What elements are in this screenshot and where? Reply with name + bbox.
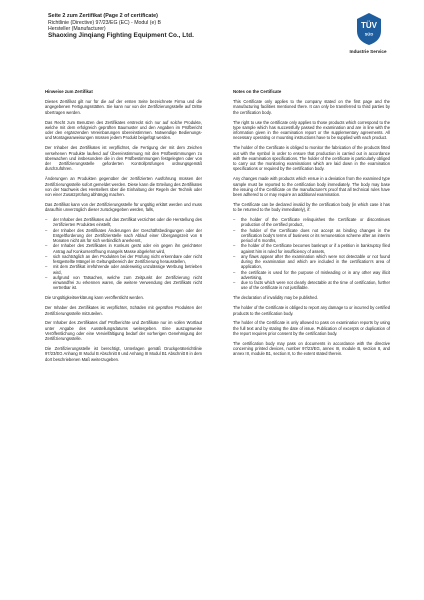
industrie-service-label: Industrie Service (349, 49, 387, 54)
paragraph: Änderungen an Produkten gegenüber der zertifizierten Ausführung müssen der Zertifizierungsstelle sofort gemeldet werden. Diese kann die Erteilung des Zertifikates von der Nachweis des Herstellers über die Einhaltung der Regeln der Technik oder von einer Zusatzprüfung abhängig machen. (45, 176, 202, 198)
list-item: – der Inhaber des Zertifikates auf das Zertifikat verzichtet oder die Herstellung des zertifizierten Produktes einstellt, (45, 217, 202, 228)
paragraph: Dieses Zertifikat gilt nur für die auf der ersten Seite bezeichnete Firma und die angegebenen Fertigungsstätten. Sie kann nur von der Zertifizierungsstelle auf Dritte übertragen werden. (45, 99, 202, 115)
list-item: – aufgrund von Tatsachen, welche zum Zeitpunkt der Zertifizierung nicht einwandfrei zu erkennen waren, die weitere Verwendung des Zertifikats nicht vertretbar ist. (45, 275, 202, 291)
paragraph: Die Ungültigkeitserklärung kann veröffentlicht werden. (45, 295, 144, 301)
list-item: – der Inhaber des Zertifikates in Konkurs gerät oder ein gegen ihn gerichteter Antrag auf Konkurseröffnung mangels Masse abgelehnt wird, (45, 243, 202, 254)
notes-german (45, 89, 202, 367)
list-item: – the holder of the Certificate relinquishes the Certificate or discontinues production of the certified product, (233, 217, 390, 228)
paragraph: The holder of the Certificate is only allowed to pass on examination reports by using the full text and by stating the date of issue. Publication of excerpts or duplication of the report requires prior consent by the certification body. (233, 320, 390, 336)
notes-english (233, 89, 390, 361)
invalidity-conditions-list (233, 217, 390, 291)
list-item: – der Inhaber des Zertifikates Änderungen der Geschäftsbedingungen oder der Entgeltforderung der Zertifizierstelle nach Ablauf einer Übergangszeit von 6 Monaten nicht als für sich verbindlich anerkennt, (45, 228, 202, 244)
manufacturer-label: Hersteller (Manufacturer) (48, 26, 106, 32)
paragraph: Das Recht zum Benutzen des Zertifikates erstreckt sich nur auf solche Produkte, welche mit dem erfolgreich geprüften Baumuster und den Angaben im Prüfbericht oder den ergänzenden Vereinbarungen übereinstimmen. Notwendige Bedienungs- und Montageanweisungen müssen jedem Produkt beigefügt werden. (45, 119, 202, 141)
paragraph: The declaration of invalidity may be published. (233, 295, 318, 301)
list-item: – the certificate is used for the purpose of misleading or in any other way illicit advertising, (233, 270, 390, 281)
paragraph: Die Zertifizierungsstelle ist berechtigt, Unterlagen gemäß Druckgeräterichtlinie 97/23/EG Anhang III Modul B Abschnitt 8 und Anhang III Modul B1 Abschnitt 8 in dem dort beschriebenen Maß weiterzugeben. (45, 346, 202, 362)
page-title: Seite 2 zum Zertifikat (Page 2 of certificate) (48, 13, 158, 19)
paragraph: The Certificate can be declared invalid by the certification body (in which case it has to be returned to the body immediately), if: (233, 201, 390, 213)
paragraph: The certification body may pass on documents in accordance with the directive concerning printed devices, number 97/23/EG, annex III, module B, section 8, and annex III, module B1, section 8, to the extent stated therein. (233, 340, 390, 357)
notes-english-heading: Notes on the Certificate (233, 89, 282, 94)
paragraph: This Certificate only applies to the company stated on the first page and the manufacturing facilities mentioned there. It can only be transferred to third parties by the certification body. (233, 99, 390, 115)
paragraph: The right to use the certificate only applies to those products which correspond to the type sample which has successfully passed the examination and are in line with the information given in the examination report or the supplementary agreements. All necessary operating or mounting instructions have to be supplied with each product. (233, 119, 390, 141)
list-item: – due to facts which were not clearly detectable at the time of certification, further use of the certificate is not justifiable. (233, 280, 390, 291)
certificate-header (48, 13, 348, 40)
tuv-sud-logo (352, 12, 386, 46)
paragraph: Das Zertifikat kann von der Zertifizierungsstelle für ungültig erklärt werden und muss daraufhin unverzüglich dieser zurückgegeben werden, falls, (45, 201, 202, 213)
paragraph: Der Inhaber des Zertifikates ist verpflichtet, Schäden mit geprüften Produkten der Zertifizierungsstelle mitzuteilen. (45, 305, 202, 316)
list-item: – sich nachträglich an den Produkten bei der Prüfung nicht erkennbare oder nicht festgestellte Mängel im Geltungsbereich der Zertifizierung herausstellen, (45, 254, 202, 265)
notes-german-heading: Hinweise zum Zertifikat (45, 89, 93, 94)
directive-line: Richtlinie (Directive) 97/23/EG (EC) - Modul (e) B (48, 19, 162, 26)
logo-text: TÜV (361, 21, 377, 30)
list-item: – mit dem Zertifikat irreführende oder anderweitig unzulässige Werbung betrieben wird, (45, 264, 202, 275)
paragraph: The holder of the Certificate is obliged to monitor the fabrication of the products fitted out with the symbol in order to ensure that production is carried out in accordance with the examination specifications. The holder of the certificate is particularly obliged to carry out the monitoring examinations which are laid down in the examination specifications or required by the certification body. (233, 145, 390, 172)
logo-subtext: SÜD (364, 31, 374, 37)
paragraph: Der Inhaber des Zertifikates darf Prüfberichte und Zertifikate nur im vollen Wortlaut unter Angabe des Ausstellungsdatums weitergeben. Eine auszugsweise Veröffentlichung oder eine Vervielfältigung bedarf der vorherigen Genehmigung der Zertifizierungsstelle. (45, 320, 202, 342)
paragraph: Any changes made with products which ensue in a deviation from the examined type sample must be reported to the certification body immediately. The body may base the issuing of the Certificate on the manufacturer's proof that all technical rules have been adhered to or may require an additional examination. (233, 176, 390, 198)
paragraph: Der Inhaber des Zertifikates ist verpflichtet, die Fertigung der mit dem Zeichen versehenen Produkte laufend auf Übereinstimmung mit den Prüfbestimmungen zu überwachen und insbesondere die in den Prüfbestimmungen festgelegten oder von der Zertifizierungsstelle geforderten Kontrollprüfungen ordnungsgemäß durchzuführen. (45, 145, 202, 172)
list-item: – any flaws appear after the examination which were not detectable or not found during the examination and which are included in the certification's area of application, (233, 254, 390, 270)
list-item: – the holder of the Certificate becomes bankrupt or if a petition in bankruptcy filed against him is ruled for insufficiency of assets, (233, 243, 390, 254)
invalidity-conditions-list (45, 217, 202, 291)
list-item: – the holder of the Certificate does not accept as binding changes in the certification body's terms of business or its remuneration scheme after an interim period of 6 months, (233, 228, 390, 244)
manufacturer-name: Shaoxing Jinqiang Fighting Equipment Co., Ltd. (48, 32, 194, 40)
paragraph: The holder of the Certificate is obliged to report any damage to or incurred by certified products to the certification body. (233, 305, 390, 316)
